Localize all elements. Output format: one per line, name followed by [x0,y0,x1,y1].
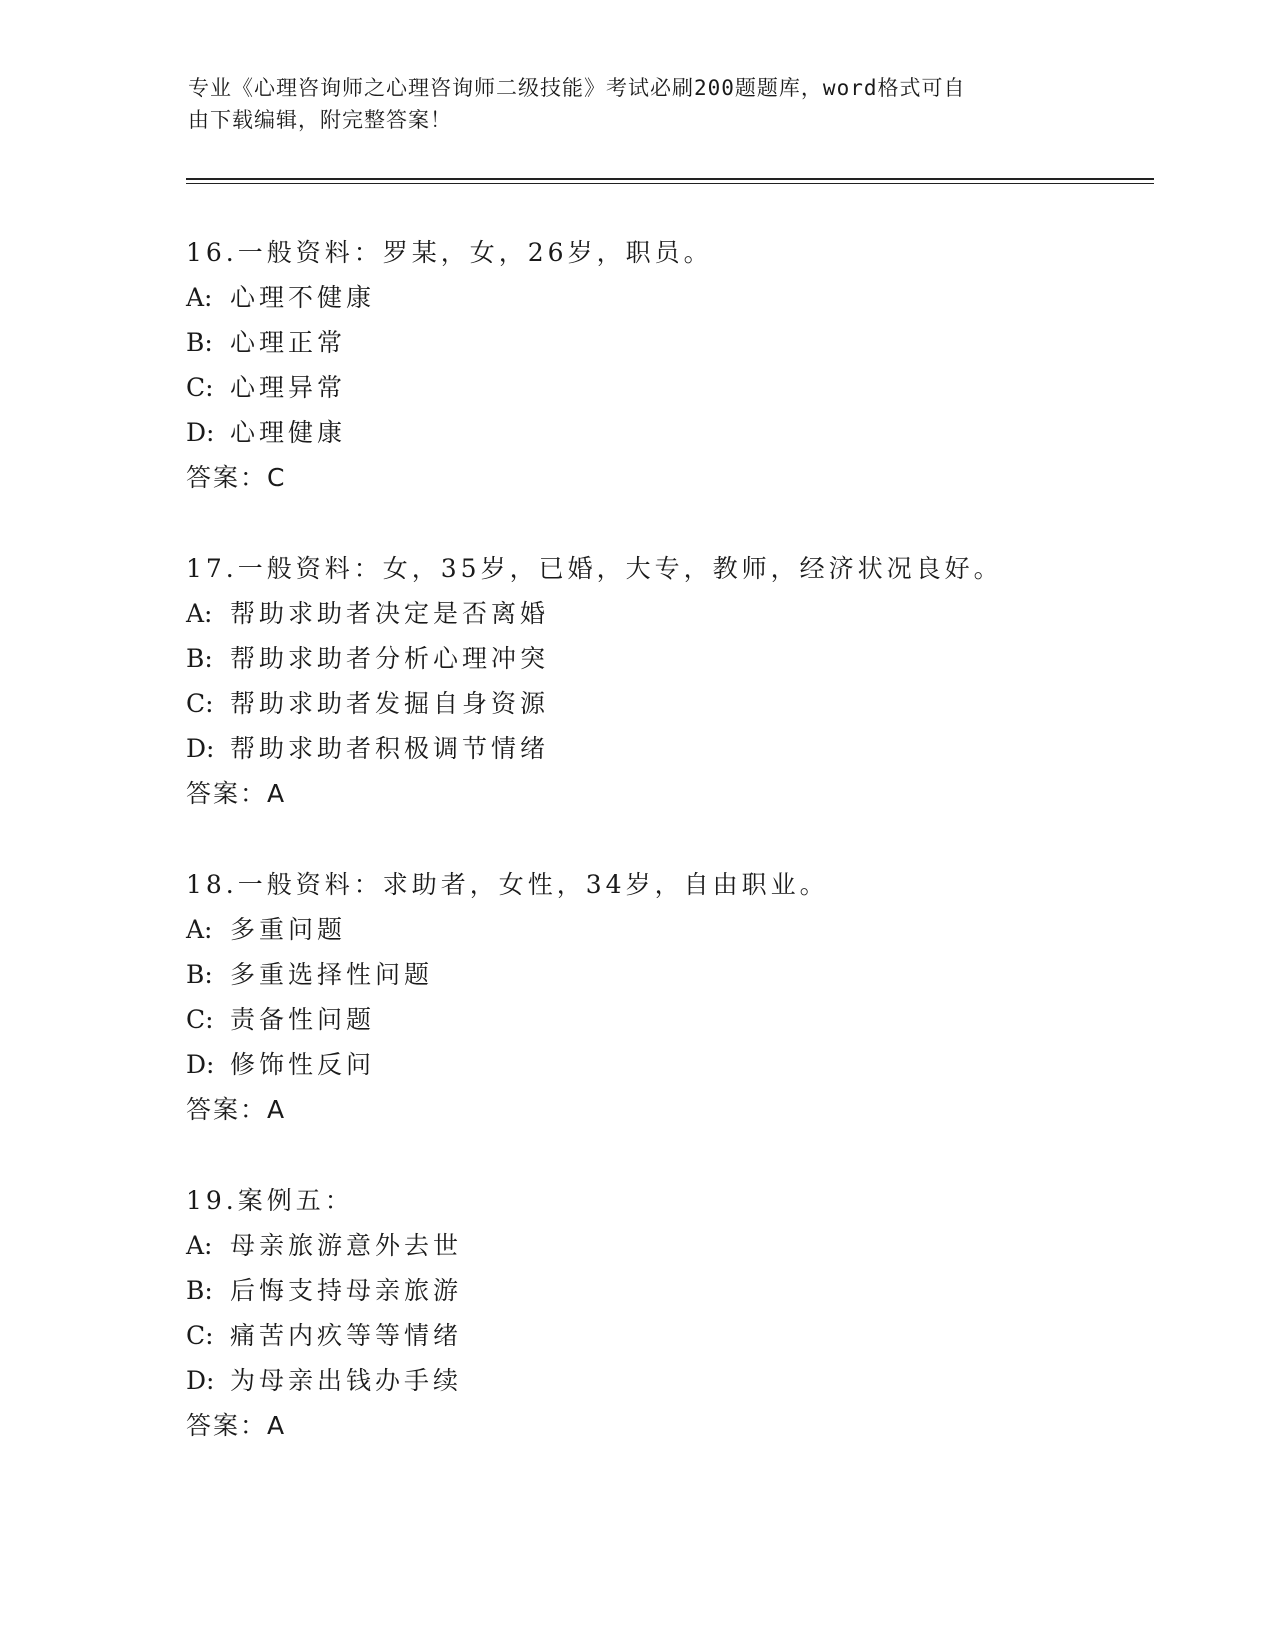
option-text: 帮助求助者分析心理冲突 [230,644,550,673]
option-letter: B: [186,960,213,989]
option-text: 痛苦内疚等等情绪 [230,1321,463,1350]
question-17 [186,546,1186,816]
option-text: 帮助求助者积极调节情绪 [230,734,550,763]
header-line-1: 专业《心理咨询师之心理咨询师二级技能》考试必刷200题题库，word格式可自 [188,76,966,100]
answer-line: 答案：A [186,1411,287,1440]
question-stem: 16.一般资料：罗某，女，26岁，职员。 [186,238,713,267]
option-a [186,275,1186,320]
option-a [186,907,1186,952]
option-letter: B: [186,1276,213,1305]
option-d [186,1358,1186,1403]
option-c [186,365,1186,410]
header-divider [186,178,1154,184]
option-c [186,681,1186,726]
question-19 [186,1178,1186,1448]
option-letter: A: [186,915,213,944]
answer-line: 答案：C [186,463,287,492]
option-a [186,591,1186,636]
option-b [186,1268,1186,1313]
question-stem: 17.一般资料：女，35岁，已婚，大专，教师，经济状况良好。 [186,554,1003,583]
question-18 [186,862,1186,1132]
question-stem: 18.一般资料：求助者，女性，34岁，自由职业。 [186,870,829,899]
option-text: 多重选择性问题 [230,960,434,989]
option-d [186,410,1186,455]
header-line-2: 由下载编辑，附完整答案！ [188,108,452,132]
option-text: 母亲旅游意外去世 [230,1231,463,1260]
option-b [186,636,1186,681]
option-c [186,1313,1186,1358]
option-letter: C: [186,689,214,718]
option-b [186,320,1186,365]
option-text: 帮助求助者发掘自身资源 [230,689,550,718]
option-letter: C: [186,1005,214,1034]
option-letter: C: [186,1321,214,1350]
option-a [186,1223,1186,1268]
option-letter: D: [186,418,215,447]
option-text: 后悔支持母亲旅游 [230,1276,463,1305]
answer-line: 答案：A [186,1095,287,1124]
option-text: 帮助求助者决定是否离婚 [230,599,550,628]
question-16 [186,230,1186,500]
option-text: 责备性问题 [230,1005,376,1034]
option-b [186,952,1186,997]
option-letter: A: [186,283,213,312]
option-text: 心理异常 [230,373,347,402]
option-d [186,1042,1186,1087]
document-header [188,72,1068,136]
option-letter: D: [186,1050,215,1079]
option-text: 为母亲出钱办手续 [230,1366,463,1395]
option-text: 多重问题 [230,915,347,944]
option-letter: D: [186,734,215,763]
option-text: 心理不健康 [230,283,376,312]
option-letter: A: [186,1231,213,1260]
answer-line: 答案：A [186,779,287,808]
option-letter: D: [186,1366,215,1395]
option-c [186,997,1186,1042]
option-text: 心理健康 [230,418,347,447]
option-text: 心理正常 [230,328,347,357]
question-stem: 19.案例五： [186,1186,354,1215]
option-letter: A: [186,599,213,628]
option-letter: B: [186,644,213,673]
option-letter: C: [186,373,214,402]
option-letter: B: [186,328,213,357]
option-text: 修饰性反问 [230,1050,376,1079]
option-d [186,726,1186,771]
